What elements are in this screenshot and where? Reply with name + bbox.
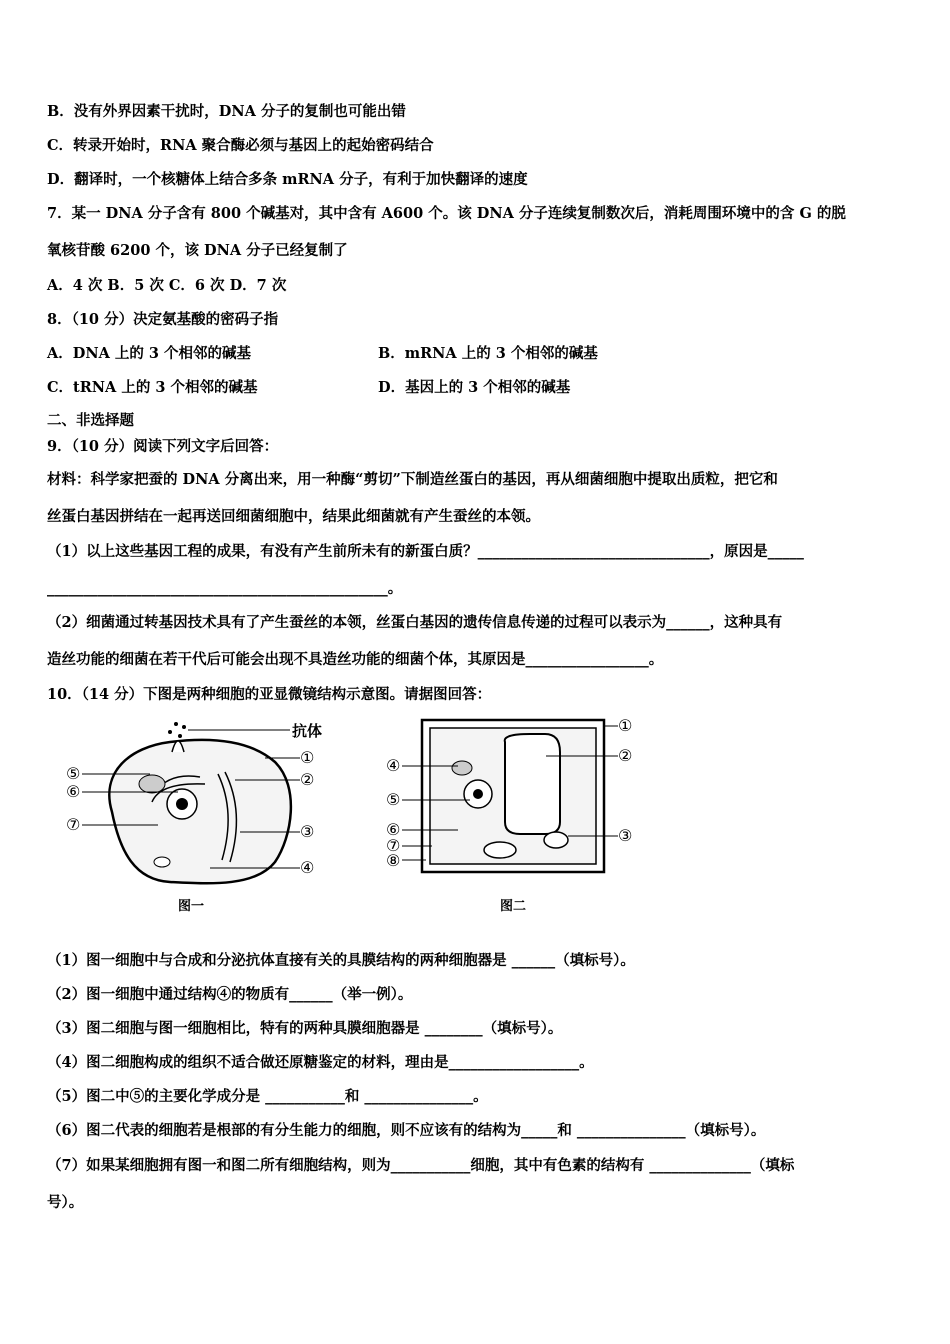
- q9-stem: 9．（10 分）阅读下列文字后回答：: [47, 438, 279, 455]
- section-heading: 二、非选择题: [47, 412, 134, 429]
- q8-option-a: A．DNA 上的 3 个相邻的碱基: [47, 345, 252, 362]
- q9-part2-line1: （2）细菌通过转基因技术具有了产生蚕丝的本领，丝蛋白基因的遗传信息传递的过程可以表示为______，这种具有: [47, 614, 783, 631]
- q10-part7-line1: （7）如果某细胞拥有图一和图二所有细胞结构，则为___________细胞，其中有色素的结构有 ______________（填标: [47, 1157, 795, 1174]
- figure2-plant-cell: [386, 716, 632, 914]
- fig2-label-3: ③: [618, 826, 633, 845]
- q9-material-line2: 丝蛋白基因拼结在一起再送回细菌细胞中，结果此细菌就有产生蚕丝的本领。: [47, 508, 540, 525]
- q8-option-c: C．tRNA 上的 3 个相邻的碱基: [47, 379, 258, 396]
- q6-option-b: B．没有外界因素干扰时，DNA 分子的复制也可能出错: [47, 103, 406, 120]
- q8-stem: 8．（10 分）决定氨基酸的密码子指: [47, 311, 279, 328]
- cell-diagrams: [60, 712, 660, 922]
- q8-option-d: D．基因上的 3 个相邻的碱基: [378, 379, 571, 396]
- q7-stem-line2: 氧核苷酸 6200 个，该 DNA 分子已经复制了: [47, 242, 348, 259]
- fig1-label-7: ⑦: [66, 815, 81, 834]
- q10-part3: （3）图二细胞与图一细胞相比，特有的两种具膜细胞器是 ________（填标号）。: [47, 1020, 563, 1037]
- q10-part4: （4）图二细胞构成的组织不适合做还原糖鉴定的材料，理由是__________________。: [47, 1054, 594, 1071]
- q10-part2: （2）图一细胞中通过结构④的物质有______（举一例）。: [47, 986, 413, 1003]
- fig1-label-4: ④: [300, 858, 315, 877]
- q10-part7-line2: 号）。: [47, 1194, 84, 1211]
- fig2-label-4: ④: [386, 756, 401, 775]
- fig1-label-1: ①: [300, 748, 315, 767]
- fig1-label-3: ③: [300, 822, 315, 841]
- antibody-label: 抗体: [292, 722, 323, 740]
- fig1-label-2: ②: [300, 770, 315, 789]
- q6-option-c: C．转录开始时，RNA 聚合酶必须与基因上的起始密码结合: [47, 137, 434, 154]
- fig2-label-8: ⑧: [386, 851, 401, 870]
- q10-part1: （1）图一细胞中与合成和分泌抗体直接有关的具膜结构的两种细胞器是 ______（填标号）。: [47, 952, 635, 969]
- fig2-label-2: ②: [618, 746, 633, 765]
- q10-part6: （6）图二代表的细胞若是根部的有分生能力的细胞，则不应该有的结构为_____和 _______________（填标号）。: [47, 1122, 766, 1139]
- q9-part1-line1: （1）以上这些基因工程的成果，有没有产生前所未有的新蛋白质？________________________________，原因是_____: [47, 543, 804, 560]
- q9-material-line1: 材料：科学家把蚕的 DNA 分离出来，用一种酶“剪切”下制造丝蛋白的基因，再从细菌细胞中提取出质粒，把它和: [47, 471, 778, 488]
- fig2-label-1: ①: [618, 716, 633, 735]
- q9-part1-line2: _______________________________________________。: [47, 580, 403, 597]
- figure1-animal-cell: [66, 722, 322, 914]
- figure1-caption: 图一: [178, 899, 205, 914]
- q7-options: A．4 次 B．5 次 C．6 次 D．7 次: [47, 277, 287, 294]
- q10-stem: 10．（14 分）下图是两种细胞的亚显微镜结构示意图。请据图回答：: [47, 686, 492, 703]
- figure2-caption: 图二: [500, 899, 527, 914]
- q9-part2-line2: 造丝功能的细菌在若干代后可能会出现不具造丝功能的细菌个体，其原因是_________________。: [47, 651, 664, 668]
- fig2-label-5: ⑤: [386, 790, 401, 809]
- fig2-label-6: ⑥: [386, 820, 401, 839]
- q10-part5: （5）图二中⑤的主要化学成分是 ___________和 _______________。: [47, 1088, 488, 1105]
- q6-option-d: D．翻译时，一个核糖体上结合多条 mRNA 分子，有利于加快翻译的速度: [47, 171, 528, 188]
- q8-option-b: B．mRNA 上的 3 个相邻的碱基: [378, 345, 598, 362]
- q7-stem-line1: 7．某一 DNA 分子含有 800 个碱基对，其中含有 A600 个。该 DNA 分子连续复制数次后，消耗周围环境中的含 G 的脱: [47, 205, 846, 222]
- fig1-label-6: ⑥: [66, 782, 81, 801]
- fig2-label-7: ⑦: [386, 836, 401, 855]
- fig1-label-5: ⑤: [66, 764, 81, 783]
